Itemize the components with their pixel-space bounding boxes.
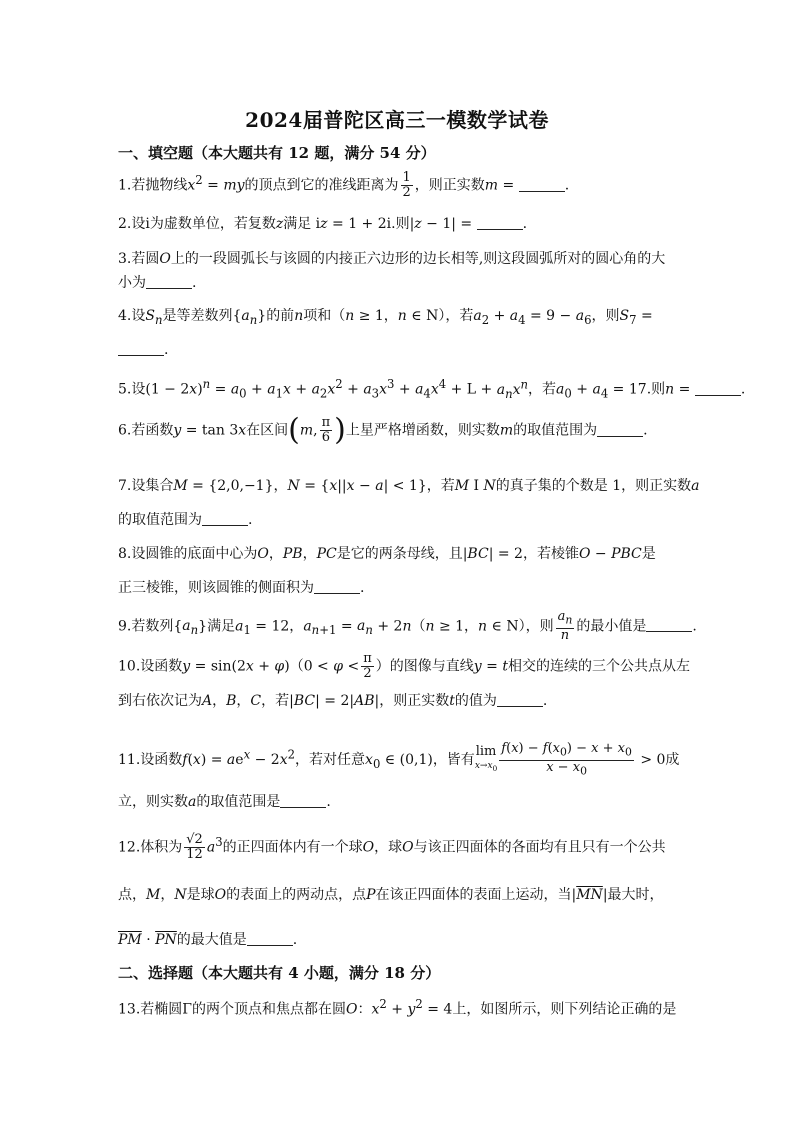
question-3: 3.若圆O上的一段圆弧长与该圆的内接正六边形的边长相等,则这段圆弧所对的圆心角的大 (118, 251, 666, 267)
answer-blank[interactable] (247, 931, 293, 946)
question-3-cont: 小为 . (118, 275, 197, 291)
answer-blank[interactable] (118, 341, 164, 356)
answer-blank[interactable] (202, 511, 248, 526)
section-fill-in: 一、填空题（本大题共有 12 题，满分 54 分） (118, 144, 436, 162)
question-13: 13.若椭圆Γ的两个顶点和焦点都在圆O：$x^2 + y^2 = 4$上，如图所示，则下列结论正确的是 (118, 997, 677, 1018)
question-10: 10.设函数y = sin(2x + φ)（0 < φ < $\frac{\pi}{2}$ ）的图像与直线y = t相交的连续的三个公共点从左 (118, 651, 690, 681)
question-4: 4.设$S_n$是等差数列$\{a_n\}$的前n项和（n ≥ 1，n ∈ N），若$a_2 + a_4 = 9 - a_6$，则$S_7$ = (118, 308, 653, 327)
answer-blank[interactable] (497, 692, 543, 707)
answer-blank[interactable] (597, 422, 643, 437)
page-title: 2024届普陀区高三一模数学试卷 (245, 108, 549, 132)
answer-blank[interactable] (280, 793, 326, 808)
question-7: 7.设集合M = {2,0,−1}，N = {x||x − a| < 1}，若M I N的真子集的个数是 1，则正实数a (118, 478, 700, 494)
answer-blank[interactable] (477, 215, 523, 230)
answer-blank[interactable] (695, 381, 741, 396)
answer-blank[interactable] (519, 177, 565, 192)
question-8: 8.设圆锥的底面中心为O，PB，PC是它的两条母线，且|BC| = 2，若棱锥O − PBC是 (118, 546, 656, 562)
question-5: 5.设$(1 - 2x)^n = a_0 + a_1x + a_2x^2 + a_3x^3 + a_4x^4 + L + a_nx^n$，若$a_0 + a_4 = 17$.则n = . (118, 377, 746, 401)
question-11: 11.设函数$f(x) = ae^x - 2x^2$，若对任意$x_0$ ∈ (0,1)，皆有lim $x\to x_0$ $\frac{f(x) - f(x_0) - x + x_0}{x - x_0}$ > 0成 (118, 741, 680, 778)
question-11-cont: 立，则实数a的取值范围是 . (118, 794, 331, 810)
question-2: 2.设i为虚数单位，若复数z满足 iz = 1 + 2i.则|z − 1| = . (118, 216, 528, 232)
question-4-cont: . (118, 340, 168, 360)
question-10-cont: 到右依次记为A，B，C，若|BC| = 2|AB|，则正实数t的值为 . (118, 693, 548, 709)
question-8-cont: 正三棱锥，则该圆锥的侧面积为 . (118, 580, 365, 596)
question-9: 9.若数列$\{a_n\}$满足$a_1 = 12$，$a_{n+1} = a_n + 2n(n \ge 1$，n ∈ N），则 $\frac{a_n}{n}$ 的最小值是 . (118, 609, 697, 643)
section-choice: 二、选择题（本大题共有 4 小题，满分 18 分） (118, 964, 441, 982)
question-6: 6.若函数y = tan 3x在区间(m, $\frac{\pi}{6}$ )上星严格增函数，则实数m的取值范围为 . (118, 412, 648, 448)
question-12: 12.体积为 $\frac{√2}{12}$ $a^3$的正四面体内有一个球O，球O与该正四面体的各面均有且只有一个公共 (118, 832, 666, 863)
question-1: 1.若抛物线$x^2$ = my的顶点到它的准线距离为 $\frac{1}{2}$ ，则正实数m = . (118, 170, 570, 201)
question-7-cont: 的取值范围为 . (118, 512, 253, 528)
question-12-cont2: $\overline{PM} \cdot \overline{PN}$的最大值是 . (118, 932, 298, 948)
answer-blank[interactable] (146, 274, 192, 289)
question-12-cont: 点，M，N是球O的表面上的两动点，点P在该正四面体的表面上运动，当$|\overline{MN}|$最大时， (118, 887, 664, 903)
answer-blank[interactable] (646, 617, 692, 632)
answer-blank[interactable] (314, 579, 360, 594)
